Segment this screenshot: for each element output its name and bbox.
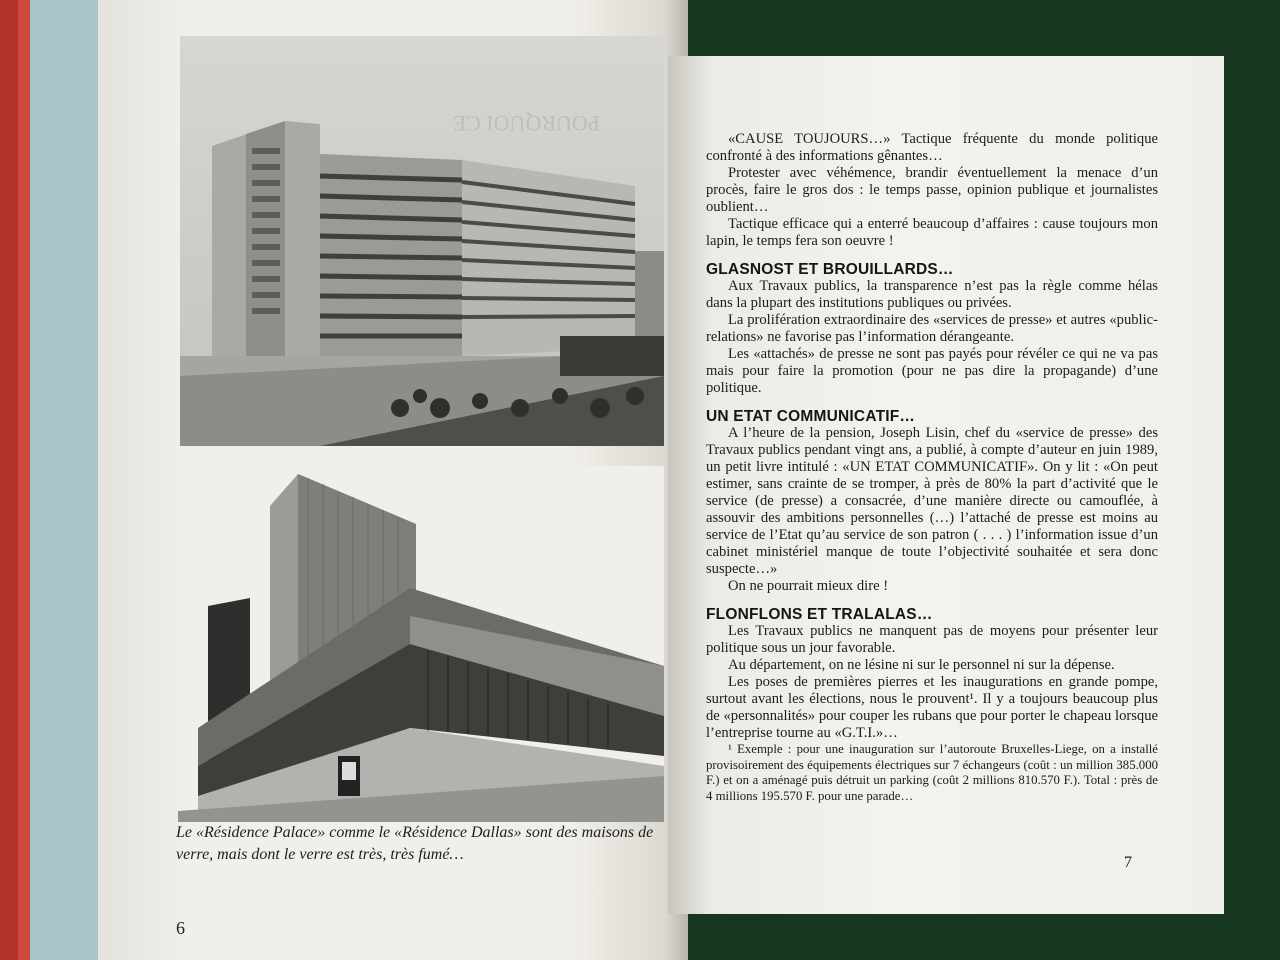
residence-palace-photo — [180, 36, 664, 446]
section-glasnost — [706, 261, 1158, 397]
section-heading: GLASNOST ET BROUILLARDS… — [706, 261, 954, 278]
paragraph: Les «attachés» de presse ne sont pas payés pour révéler ce qui ne va pas mais pour faire la promotion (pour ne pas dire la propagande) d’une politique. — [706, 346, 1158, 396]
svg-text:POURQUOI CE: POURQUOI CE — [452, 111, 600, 136]
section-heading: UN ETAT COMMUNICATIF… — [706, 408, 916, 425]
paragraph: Aux Travaux publics, la transparence n’est pas la règle comme hélas dans la plupart des institutions publiques ou privées. — [706, 278, 1158, 311]
paragraph: Les Travaux publics ne manquent pas de moyens pour présenter leur politique sous un jour favorable. — [706, 623, 1158, 656]
residence-dallas-photo — [178, 466, 664, 822]
paragraph: La prolifération extraordinaire des «services de presse» et autres «public-relations» ne favorise pas l’information dérangeante. — [706, 312, 1158, 345]
paragraph: On ne pourrait mieux dire ! — [728, 578, 889, 594]
paragraph: Les poses de premières pierres et les inaugurations en grande pompe, surtout avant les élections, nous le prouvent¹. Il y a toujours beaucoup plus de «personnalités» pour couper les rubans que pour porter le chapeau lorsque l’entreprise tourne au «G.T.I.»… — [706, 674, 1158, 741]
photo-caption: Le «Résidence Palace» comme le «Résidence Dallas» sont des maisons de verre, mais dont le verre est très, très fumé… — [176, 824, 654, 863]
paragraph: Au département, on ne lésine ni sur le personnel ni sur la dépense. — [728, 657, 1115, 673]
paragraph: Protester avec véhémence, brandir éventuellement la menace d’un procès, faire le gros dos : le temps passe, opinion publique et journalistes oublient… — [706, 165, 1158, 215]
page-number-right: 7 — [1124, 854, 1132, 871]
paragraph: «CAUSE TOUJOURS…» Tactique fréquente du monde politique confronté à des informations gênantes… — [706, 131, 1158, 164]
footnote: ¹ Exemple : pour une inauguration sur l’autoroute Bruxelles-Liege, on a installé provisoirement des équipements électriques sur 7 échangeurs (coût : un million 385.000 F.) et on a aménagé puis détruit un parking (coût 2 millions 810.570 F.). Total : près de 4 millions 195.570 F. pour une parade… — [706, 742, 1158, 803]
paragraph: Tactique efficace qui a enterré beaucoup d’affaires : cause toujours mon lapin, le temps fera son oeuvre ! — [706, 216, 1158, 249]
article-text — [706, 131, 1158, 815]
section-flonflons — [706, 606, 1158, 804]
section-heading: FLONFLONS ET TRALALAS… — [706, 606, 933, 623]
page-number-left: 6 — [176, 918, 185, 938]
intro-section — [706, 131, 1158, 250]
paragraph: A l’heure de la pension, Joseph Lisin, chef du «service de presse» des Travaux publics pendant vingt ans, a publié, à compte d’auteur en juin 1989, un petit livre intitulé : «UN ETAT COMMUNICATIF». On y lit : «On peut estimer, sans crainte de se tromper, à près de 80% la part d’activité que le service (de presse) a consacrée, d’une manière directe ou camouflée, à assouvir des ambitions personnelles (…) l’attaché de presse est moins au service de l’Etat qu’au service de son patron ( . . . ) l’information issue d’un cabinet ministériel manque de toute l’objectivité souhaitée et sera donc suspecte…» — [706, 425, 1158, 577]
book-cover-blue — [30, 0, 102, 960]
section-etat-communicatif — [706, 408, 1158, 595]
